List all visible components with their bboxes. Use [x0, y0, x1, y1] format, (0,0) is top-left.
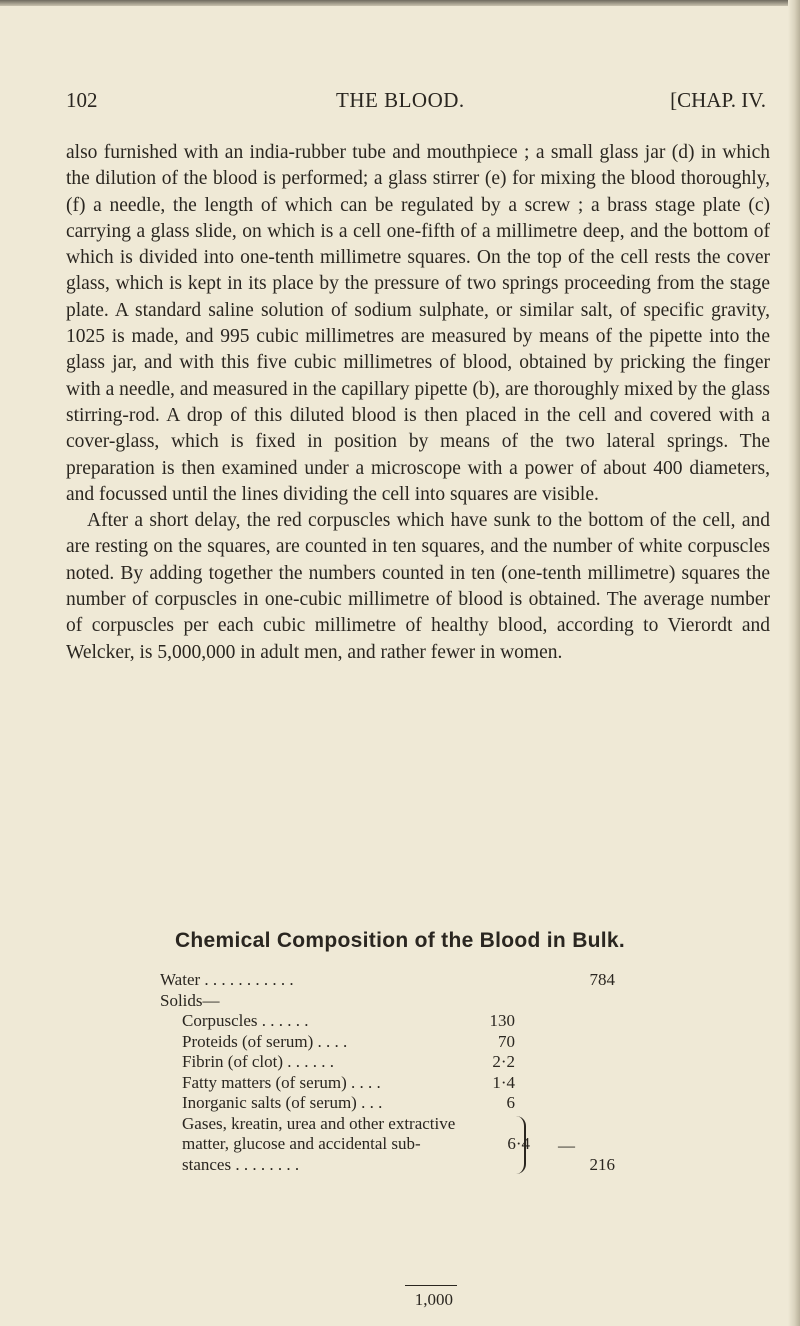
- grand-total: 1,000: [414, 1290, 453, 1309]
- total-rule: [405, 1285, 457, 1286]
- row-value: 130: [489, 1011, 515, 1030]
- page-header: [66, 88, 766, 122]
- row-label: Corpuscles . . . . . .: [182, 1011, 309, 1030]
- row-value: 6·4: [507, 1134, 530, 1153]
- row-value: 70: [498, 1031, 515, 1051]
- row-label: Solids—: [160, 990, 220, 1010]
- solids-total: 216: [589, 1154, 615, 1174]
- table-row-gases: [160, 1114, 720, 1176]
- row-value: 6: [506, 1093, 515, 1112]
- row-label: Proteids (of serum) . . . .: [182, 1031, 348, 1051]
- section-heading: Chemical Composition of the Blood in Bulk.: [174, 929, 626, 952]
- paragraph: also furnished with an india-rubber tube and mouthpiece ; a small glass jar (d) in which the dilution of the blood is performed; a glass stirrer (e) for mixing the blood thoroughly, (f) a needle, the length of which can be regulated by a screw ; a brass stage plate (c) carrying a glass slide, on which is a cell one-fifth of a millimetre deep, and the bottom of which is divided into one-tenth millimetre squares. On the top of the cell rests the cover glass, which is kept in its place by the pressure of two springs proceeding from the stage plate. A standard saline solution of sodium sulphate, or similar salt, of specific gravity, 1025 is made, and 995 cubic millimetres are measured by means of the pipette into the glass jar, and with this five cubic millimetres of blood, obtained by pricking the finger with a needle, and measured in the capillary pipette (b), are thoroughly mixed by the glass stirring-rod. A drop of this diluted blood is then placed in the cell and covered with a cover-glass, which is fixed in position by means of the two lateral springs. The preparation is then examined under a microscope with a power of about 400 diameters, and focussed until the lines dividing the cell into squares are visible.: [66, 142, 770, 505]
- row-value: 1·4: [492, 1072, 515, 1092]
- brace-dash: —: [558, 1135, 575, 1155]
- row-label: Gases, kreatin, urea and other extractive: [182, 1113, 456, 1133]
- row-value: 2·2: [492, 1052, 515, 1071]
- table-row: [160, 1073, 720, 1094]
- row-label: stances . . . . . . . .: [182, 1154, 300, 1174]
- paragraph: After a short delay, the red corpuscles which have sunk to the bottom of the cell, and are resting on the squares, are counted in ten squares, and the number of white corpuscles noted. By adding together the numbers counted in ten (one-tenth millimetre) squares the number of corpuscles in one-cubic millimetre of blood is obtained. The average number of corpuscles per each cubic millimetre of healthy blood, according to Vierordt and Welcker, is 5,000,000 in adult men, and rather fewer in women.: [66, 510, 770, 663]
- table-row: [160, 1052, 720, 1073]
- page-number: 102: [66, 88, 98, 112]
- table-row-solids: [160, 991, 720, 1012]
- running-title: THE BLOOD.: [336, 88, 465, 112]
- row-label: Water . . . . . . . . . . .: [160, 970, 294, 989]
- table-row: [160, 1011, 720, 1032]
- row-label: Inorganic salts (of serum) . . .: [182, 1093, 383, 1112]
- table-row-water: [160, 970, 720, 991]
- page-right-edge: [788, 0, 800, 1326]
- row-label: Fibrin (of clot) . . . . . .: [182, 1052, 335, 1071]
- page-top-edge: [0, 0, 800, 6]
- table-row: [160, 1093, 720, 1114]
- row-label: Fatty matters (of serum) . . . .: [182, 1072, 381, 1092]
- composition-table: [160, 970, 720, 1175]
- body-text: [66, 140, 770, 666]
- table-row: [160, 1032, 720, 1053]
- row-value: 784: [589, 970, 615, 989]
- row-label: matter, glucose and accidental sub-: [182, 1134, 421, 1153]
- chapter-label: [CHAP. IV.: [670, 88, 766, 112]
